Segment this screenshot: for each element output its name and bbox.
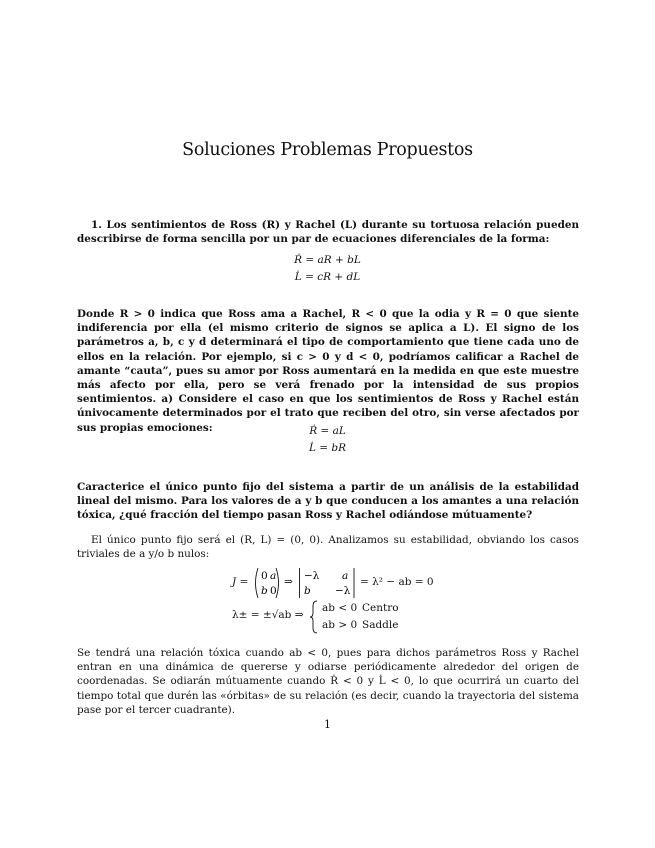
determinant-cell: a: [342, 570, 349, 582]
matrix-cell: 0: [261, 570, 268, 582]
determinant-cell: −λ: [304, 570, 320, 582]
page-title: Soluciones Problemas Propuestos: [182, 140, 473, 160]
matrix-cell: b: [261, 585, 268, 597]
equation-r-dot-2: Ṙ = aL: [309, 425, 346, 437]
case-label: Saddle: [362, 619, 399, 631]
page-number: 1: [324, 718, 331, 731]
case-condition: ab < 0: [322, 602, 358, 614]
jacobian-matrix: [254, 566, 280, 600]
case-condition: ab > 0: [322, 619, 358, 631]
implies-symbol: ⇒: [284, 576, 293, 588]
problem-description: Donde R > 0 indica que Ross ama a Rachel, R < 0 que la odia y R = 0 que siente indiferencia por ella (el mismo criterio de signos se aplica a L). El signo de los parámetros a, b, c y d determinará el tipo de comportamiento que tiene cada uno de ellos en la relación. Por ejemplo, si c > 0 y d < 0, podríamos calificar a Rachel de amante “cauta”, pues su amor por Ross aumentará en la medida en que este muestre más afecto por ella, pero se verá frenado por la intensidad de sus propios sentimientos. a) Considere el caso en que los sentimientos de Ross y Rachel están únivocamente determinados por el trato que reciben del otro, sin verse afectados por sus propias emociones:: [77, 308, 579, 434]
equation-r-dot-1: Ṙ = aR + bL: [294, 254, 361, 266]
problem-intro: 1. Los sentimientos de Ross (R) y Rachel (L) durante su tortuosa relación pueden describirse de forma sencilla por un par de ecuaciones diferenciales de la forma:: [77, 219, 579, 246]
cases-brace: [309, 600, 319, 634]
problem-question: Caracterice el único punto fijo del sistema a partir de un análisis de la estabilidad lineal del mismo. Para los valores de a y b que conducen a los amantes a una relación tóxica, ¿qué fracción del tiempo pasan Ross y Rachel odiándose mútuamente?: [77, 481, 579, 522]
solution-intro: El único punto fijo será el (R, L) = (0, 0). Analizamos su estabilidad, obviando los casos triviales de a y/o b nulos:: [77, 534, 579, 561]
characteristic-equation: = λ² − ab = 0: [360, 576, 434, 588]
jacobian-label: J =: [232, 576, 249, 588]
equation-l-dot-2: L̇ = bR: [308, 442, 347, 454]
solution-conclusion: Se tendrá una relación tóxica cuando ab < 0, pues para dichos parámetros Ross y Rachel entran en una dinámica de quererse y odiarse periódicamente alrededor del origen de coordenadas. Se odiarán mútuamente cuando Ṙ < 0 y L̇ < 0, lo que ocurrirá un cuarto del tiempo total que durén las «órbitas» de su relación (es decir, cuando la trayectoria del sistema pase por el tercer cuadrante).: [77, 647, 579, 716]
determinant: [298, 566, 356, 600]
determinant-cell: b: [304, 585, 311, 597]
case-label: Centro: [362, 602, 399, 614]
matrix-cell: 0: [270, 585, 277, 597]
equation-l-dot-1: L̇ = cR + dL: [294, 271, 361, 283]
eigenvalue-expression: λ± = ±√ab ⇒: [232, 609, 304, 621]
determinant-cell: −λ: [335, 585, 351, 597]
matrix-cell: a: [270, 570, 277, 582]
